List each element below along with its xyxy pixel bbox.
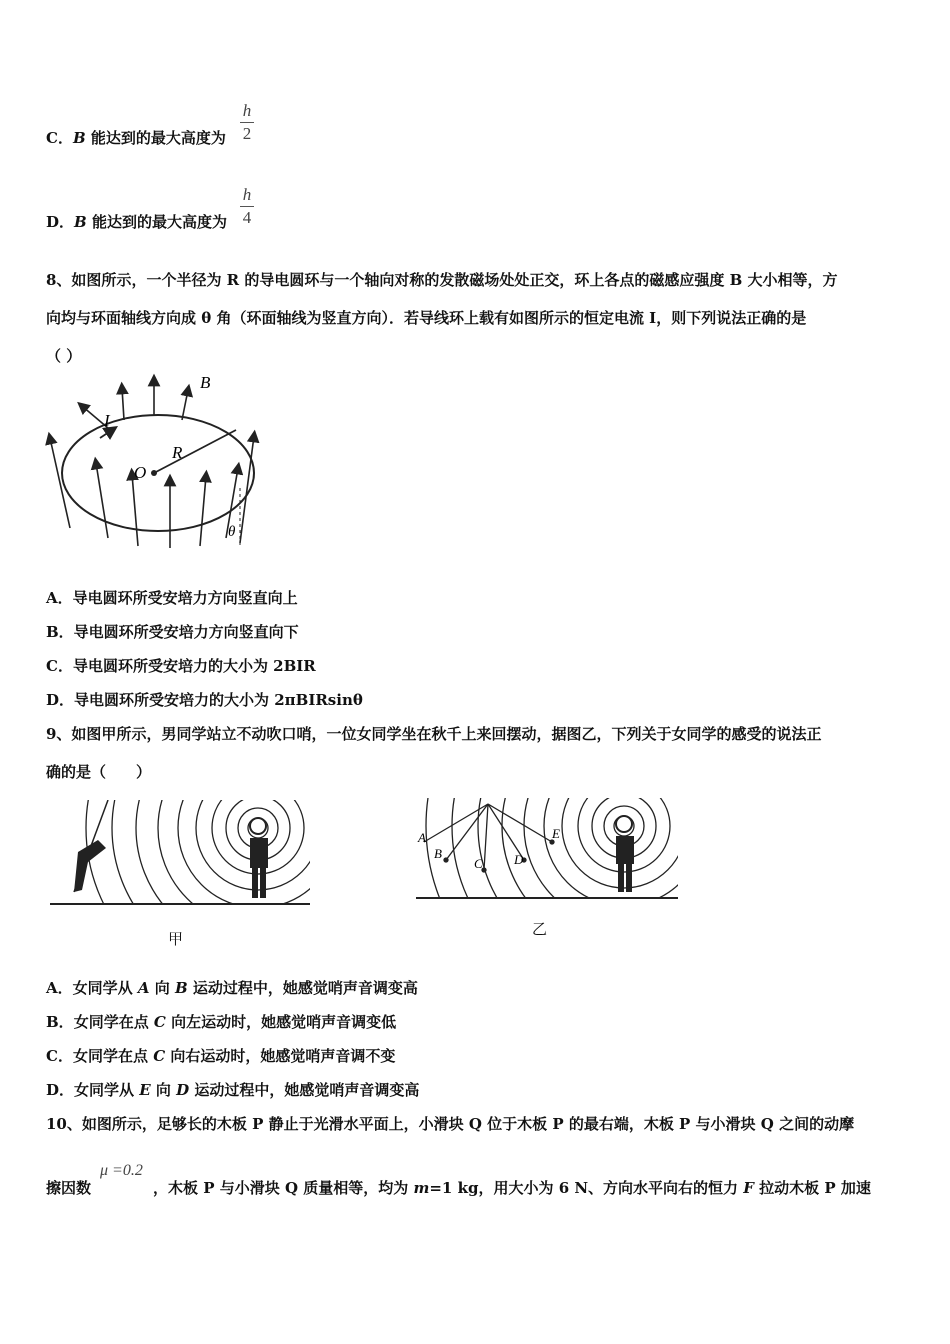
q7-option-d-fraction: h 4: [240, 186, 254, 227]
q8-option-b: B．导电圆环所受安培力方向竖直向下: [46, 623, 299, 641]
ring-ellipse: [62, 415, 254, 531]
q8-option-c: C．导电圆环所受安培力的大小为 2BIR: [46, 657, 316, 675]
q9-option-a: A．女同学从 A 向 B 运动过程中，她感觉哨声音调变高: [46, 979, 418, 997]
q9-option-d: D．女同学从 E 向 D 运动过程中，她感觉哨声音调变高: [46, 1081, 420, 1099]
q10-stem-line-2: 擦因数 ，木板 P 与小滑块 Q 质量相等，均为 m=1 kg，用大小为 6 N、方向水平向右的恒力 F 拉动木板 P 加速: [46, 1179, 871, 1197]
q9-caption-jia: 甲: [168, 930, 184, 948]
label-O: O: [134, 463, 147, 482]
q8-stem-line-1: 8、如图所示，一个半径为 R 的导电圆环与一个轴向对称的发散磁场处处正交，环上各点的磁感应强度 B 大小相等，方: [46, 271, 838, 289]
label-B: B: [434, 846, 442, 861]
label-theta: θ: [228, 524, 236, 540]
label-B: B: [200, 373, 211, 392]
q8-stem-line-3: （ ）: [46, 347, 82, 365]
q10-stem-line-1: 10、如图所示，足够长的木板 P 静止于光滑水平面上，小滑块 Q 位于木板 P 的最右端，木板 P 与小滑块 Q 之间的动摩: [46, 1115, 855, 1133]
q9-option-c: C．女同学在点 C 向右运动时，她感觉哨声音调不变: [46, 1047, 396, 1065]
q7-option-c-fraction: h 2: [240, 102, 254, 143]
label-R: R: [172, 443, 183, 462]
q9-stem-line-1: 9、如图甲所示，男同学站立不动吹口哨，一位女同学坐在秋千上来回摆动，据图乙，下列关于女同学的感受的说法正: [46, 725, 822, 743]
q9-option-b: B．女同学在点 C 向左运动时，她感觉哨声音调变低: [46, 1013, 397, 1031]
q9-figure-yi: [412, 798, 682, 908]
q7-option-d: D．B 能达到的最大高度为: [46, 213, 227, 231]
q8-ring-figure: [40, 368, 270, 558]
label-C: C: [474, 856, 483, 871]
q8-stem-line-2: 向均与环面轴线方向成 θ 角（环面轴线为竖直方向）．若导线环上载有如图所示的恒定电流 I，则下列说法正确的是: [46, 309, 807, 327]
label-A: A: [418, 830, 426, 845]
q7-option-c: C．B 能达到的最大高度为: [46, 129, 226, 147]
q8-option-d: D．导电圆环所受安培力的大小为 2πBIRsinθ: [46, 691, 363, 709]
radius-line: [154, 430, 236, 473]
q10-mu-formula: μ =0.2: [100, 1162, 143, 1179]
q8-option-a: A．导电圆环所受安培力方向竖直向上: [46, 589, 298, 607]
label-D: D: [514, 852, 524, 867]
q9-stem-line-2: 确的是（ ）: [46, 763, 152, 781]
label-I: I: [104, 411, 110, 430]
q9-caption-yi: 乙: [532, 920, 548, 938]
label-E: E: [552, 826, 560, 841]
